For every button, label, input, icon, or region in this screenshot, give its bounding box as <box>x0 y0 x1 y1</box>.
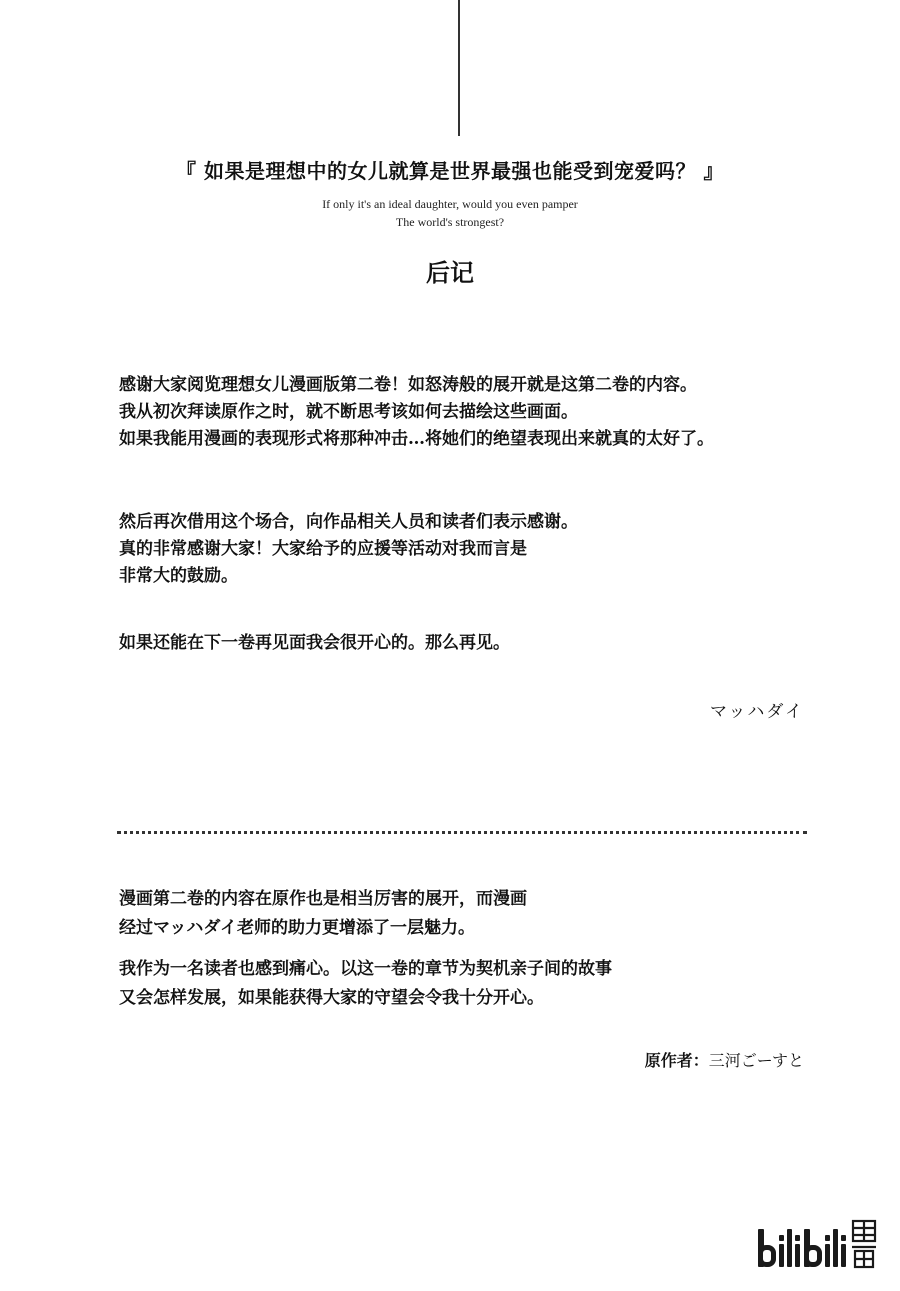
text-line: 漫画第二卷的内容在原作也是相当厉害的展开，而漫画 <box>119 889 527 909</box>
text-line: 真的非常感谢大家！大家给予的应援等活动对我而言是 <box>119 539 527 559</box>
text-line: 如果还能在下一卷再见面我会很开心的。那么再见。 <box>119 633 510 653</box>
artist-paragraph-1 <box>119 372 714 453</box>
text-line: 感谢大家阅览理想女儿漫画版第二卷！如怒涛般的展开就是这第二卷的内容。 <box>119 375 697 395</box>
english-subtitle-line-2: The world's strongest? <box>395 215 505 229</box>
english-subtitle-line-1: If only it's an ideal daughter, would you even pamper <box>322 197 578 211</box>
author-paragraph-1 <box>119 885 527 943</box>
text-line: 经过マッハダイ老师的助力更增添了一层魅力。 <box>119 918 475 938</box>
bilibili-logo-icon <box>756 1215 886 1275</box>
author-signature <box>645 1048 804 1071</box>
author-name: 三河ごーすと <box>708 1051 804 1070</box>
text-line: 如果我能用漫画的表现形式将那种冲击…将她们的绝望表现出来就真的太好了。 <box>119 429 714 449</box>
artist-paragraph-3 <box>119 630 510 657</box>
top-vertical-rule <box>458 0 460 136</box>
text-line: 我作为一名读者也感到痛心。以这一卷的章节为契机亲子间的故事 <box>119 959 612 979</box>
bilibili-manga-logo <box>756 1215 886 1275</box>
artist-signature: マッハダイ <box>710 702 804 722</box>
afterword-heading: 后记 <box>426 258 474 287</box>
artist-paragraph-2 <box>119 509 578 590</box>
text-line: 非常大的鼓励。 <box>119 566 238 586</box>
book-title: 『 如果是理想中的女儿就算是世界最强也能受到宠爱吗？ 』 <box>176 159 724 183</box>
text-line: 我从初次拜读原作之时，就不断思考该如何去描绘这些画面。 <box>119 402 578 422</box>
text-line: 又会怎样发展，如果能获得大家的守望会令我十分开心。 <box>119 988 544 1008</box>
text-line: 然后再次借用这个场合，向作品相关人员和读者们表示感谢。 <box>119 512 578 532</box>
author-role-label: 原作者： <box>644 1051 709 1070</box>
author-paragraph-2 <box>119 955 612 1013</box>
dotted-divider <box>117 831 807 834</box>
